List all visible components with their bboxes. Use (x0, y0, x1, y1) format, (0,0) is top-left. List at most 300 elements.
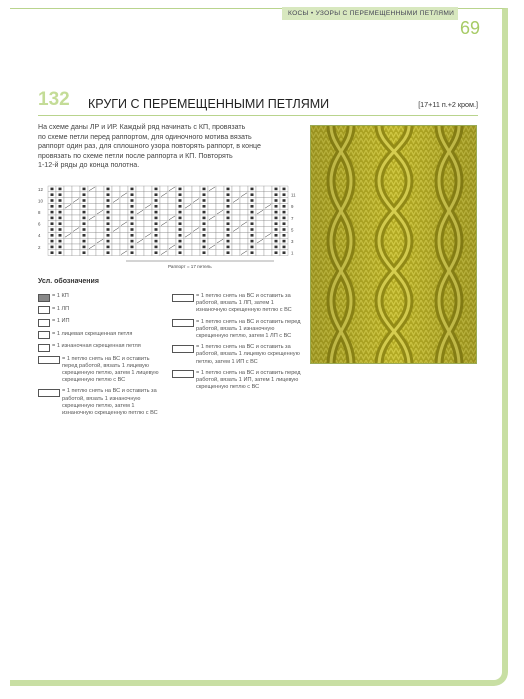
chart-stitch-mark (283, 199, 286, 202)
chart-stitch-mark (227, 205, 230, 208)
chart-stitch-mark (155, 228, 158, 231)
chart-stitch-mark (283, 205, 286, 208)
chart-stitch-mark (59, 240, 62, 243)
chart-cell (240, 232, 248, 238)
chart-cell (184, 244, 192, 250)
legend-item: = 1 петлю снять на ВС и оставить за работой, вязать 1 ЛП, затем 1 изнаночную скрещенную петлю с ВС (172, 293, 302, 315)
chart-cell (232, 203, 240, 209)
chart-stitch-mark (275, 217, 278, 220)
chart-cell (112, 203, 120, 209)
chart-cell (256, 221, 264, 227)
chart-cell (112, 221, 120, 227)
chart-cell (216, 244, 224, 250)
chart-cell (168, 209, 176, 215)
chart-cell (144, 244, 152, 250)
chart-stitch-mark (83, 251, 86, 254)
chart-stitch-mark (83, 228, 86, 231)
chart-stitch-mark (83, 217, 86, 220)
chart-stitch-mark (51, 234, 54, 237)
chart-stitch-mark (59, 217, 62, 220)
chart-cell (264, 186, 272, 192)
chart-cell (184, 198, 192, 204)
chart-cell (64, 192, 72, 198)
chart-stitch-mark (203, 193, 206, 196)
chart-stitch-mark (179, 246, 182, 249)
chart-stitch-mark (179, 240, 182, 243)
chart-cell (168, 198, 176, 204)
chart-cell (216, 250, 224, 256)
chart-cell (264, 244, 272, 250)
chart-cell (184, 227, 192, 233)
chart-cell (160, 186, 168, 192)
chart-cell (168, 221, 176, 227)
chart-cell (144, 186, 152, 192)
chart-row-label: 11 (291, 192, 296, 198)
chart-cell (96, 250, 104, 256)
chart-cell (240, 244, 248, 250)
chart-stitch-mark (283, 211, 286, 214)
chart-cell (208, 227, 216, 233)
page-number: 69 (460, 18, 481, 38)
chart-cell (232, 238, 240, 244)
repeat-label: Раппорт = 17 петель (168, 264, 212, 269)
legend-item: = 1 петлю снять на ВС и оставить за работой, вязать 1 изнаночную скрещенную петлю, затем 1 изнаночную скрещенную петлю с ВС (38, 388, 166, 417)
chart-cell (72, 250, 80, 256)
chart-stitch-mark (283, 222, 286, 225)
chart-stitch-mark (283, 240, 286, 243)
chart-cell (144, 238, 152, 244)
chart-cell (192, 221, 200, 227)
chart-stitch-mark (179, 211, 182, 214)
chart-cell (160, 203, 168, 209)
chart-stitch-mark (179, 251, 182, 254)
chart-stitch-mark (83, 246, 86, 249)
chart-cell (192, 186, 200, 192)
chart-stitch-mark (131, 228, 134, 231)
chart-cell (232, 192, 240, 198)
chart-stitch-mark (59, 234, 62, 237)
chart-cell (144, 192, 152, 198)
chart-stitch-mark (275, 193, 278, 196)
chart-cell (192, 209, 200, 215)
section-header: КОСЫ • УЗОРЫ С ПЕРЕМЕЩЕННЫМИ ПЕТЛЯМИ (282, 7, 458, 20)
chart-stitch-mark (83, 240, 86, 243)
chart-stitch-mark (251, 211, 254, 214)
chart-cell (112, 244, 120, 250)
chart-stitch-mark (83, 234, 86, 237)
chart-stitch-mark (131, 251, 134, 254)
chart-stitch-mark (283, 193, 286, 196)
chart-stitch-mark (59, 211, 62, 214)
chart-cell (216, 186, 224, 192)
chart-row-label: 2 (38, 244, 41, 250)
chart-cell (256, 250, 264, 256)
chart-cell (88, 198, 96, 204)
chart-cell (112, 232, 120, 238)
chart-row-label: 9 (291, 204, 294, 210)
chart-stitch-mark (155, 234, 158, 237)
chart-cell (184, 250, 192, 256)
pattern-title-row (38, 89, 478, 115)
chart-stitch-mark (251, 193, 254, 196)
chart-cell (112, 209, 120, 215)
chart-cell (192, 215, 200, 221)
pattern-title: КРУГИ С ПЕРЕМЕЩЕННЫМИ ПЕТЛЯМИ (88, 97, 330, 111)
chart-cell (120, 244, 128, 250)
chart-cell (160, 215, 168, 221)
chart-stitch-mark (203, 228, 206, 231)
chart-stitch-mark (107, 211, 110, 214)
chart-row-label: 3 (291, 239, 294, 244)
chart-cell (256, 215, 264, 221)
chart-cell (216, 203, 224, 209)
chart-stitch-mark (227, 246, 230, 249)
chart-stitch-mark (83, 205, 86, 208)
chart-stitch-mark (251, 228, 254, 231)
chart-cell (136, 250, 144, 256)
chart-cell (216, 227, 224, 233)
chart-stitch-mark (107, 217, 110, 220)
chart-cell (88, 221, 96, 227)
chart-grid (38, 184, 300, 272)
chart-cell (240, 227, 248, 233)
chart-stitch-mark (131, 234, 134, 237)
swatch-photo (310, 125, 477, 364)
chart-cell (192, 232, 200, 238)
title-divider (38, 115, 478, 116)
chart-cell (144, 215, 152, 221)
chart-stitch-mark (51, 205, 54, 208)
chart-cell (232, 215, 240, 221)
chart-stitch-mark (179, 217, 182, 220)
chart-stitch-mark (227, 211, 230, 214)
chart-stitch-mark (131, 211, 134, 214)
chart-stitch-mark (155, 246, 158, 249)
cable-front-symbol-icon (38, 356, 60, 364)
chart-stitch-mark (155, 211, 158, 214)
legend-item: = 1 петлю снять на ВС и оставить перед работой, вязать 1 изнаночную скрещенную петлю, затем 1 ЛП с ВС (172, 319, 302, 341)
chart-stitch-mark (51, 211, 54, 214)
chart-stitch-mark (155, 199, 158, 202)
chart-cell (144, 209, 152, 215)
chart-stitch-mark (227, 217, 230, 220)
chart-cell (208, 198, 216, 204)
cross-front-purl-twisted-symbol-icon (172, 370, 194, 378)
chart-cell (232, 232, 240, 238)
chart-cell (256, 203, 264, 209)
chart-cell (120, 186, 128, 192)
chart-stitch-mark (107, 199, 110, 202)
intro-line: провязать по схеме петли после раппорта и КП. Повторять (38, 151, 233, 160)
chart-stitch-mark (227, 228, 230, 231)
chart-stitch-mark (179, 228, 182, 231)
chart-stitch-mark (203, 240, 206, 243)
legend-item: = 1 КП (38, 293, 166, 302)
chart-stitch-mark (51, 228, 54, 231)
chart-cell (120, 215, 128, 221)
chart-cell (184, 215, 192, 221)
chart-stitch-mark (227, 222, 230, 225)
chart-cell (96, 203, 104, 209)
legend-item: = 1 ЛП (38, 306, 166, 315)
chart-cell (216, 232, 224, 238)
chart-cell (88, 192, 96, 198)
chart-cell (240, 186, 248, 192)
chart-cell (216, 215, 224, 221)
chart-cell (112, 186, 120, 192)
chart-cell (144, 250, 152, 256)
chart-cell (216, 221, 224, 227)
chart-stitch-mark (275, 228, 278, 231)
chart-cell (192, 238, 200, 244)
chart-cell (208, 221, 216, 227)
chart-stitch-mark (251, 205, 254, 208)
chart-cell (64, 227, 72, 233)
chart-cell (136, 198, 144, 204)
chart-cell (184, 186, 192, 192)
chart-cell (168, 203, 176, 209)
chart-stitch-mark (59, 188, 62, 191)
chart-stitch-mark (179, 222, 182, 225)
chart-cell (136, 232, 144, 238)
chart-cell (256, 192, 264, 198)
legend-left-column (38, 293, 166, 421)
chart-cell (240, 203, 248, 209)
chart-cell (96, 215, 104, 221)
chart-cell (136, 227, 144, 233)
chart-stitch-mark (275, 246, 278, 249)
chart-cell (168, 250, 176, 256)
chart-stitch-mark (131, 217, 134, 220)
chart-cell (136, 186, 144, 192)
intro-line: по схеме петли перед раппортом, для одиночного мотива вязать (38, 132, 252, 141)
chart-cell (192, 250, 200, 256)
chart-stitch-mark (107, 188, 110, 191)
chart-cell (160, 209, 168, 215)
chart-stitch-mark (107, 234, 110, 237)
intro-text (38, 123, 300, 171)
chart-stitch-mark (179, 205, 182, 208)
chart-cell (232, 221, 240, 227)
chart-cell (72, 192, 80, 198)
chart-cell (168, 232, 176, 238)
chart-stitch-mark (51, 217, 54, 220)
chart-cell (232, 244, 240, 250)
chart-stitch-mark (155, 240, 158, 243)
chart-cell (168, 227, 176, 233)
chart-stitch-mark (107, 205, 110, 208)
chart-cell (136, 244, 144, 250)
legend-item: = 1 лицевая скрещенная петля (38, 331, 166, 340)
chart-stitch-mark (275, 240, 278, 243)
chart-stitch-mark (179, 193, 182, 196)
chart-cell (240, 215, 248, 221)
legend-item: = 1 петлю снять на ВС и оставить перед работой, вязать 1 ИП, затем 1 лицевую скрещенную петлю с ВС (172, 370, 302, 392)
chart-cell (208, 232, 216, 238)
chart-stitch-mark (203, 217, 206, 220)
intro-line: На схеме даны ЛР и ИР. Каждый ряд начинать с КП, провязать (38, 123, 246, 131)
chart-cell (88, 232, 96, 238)
chart-cell (88, 227, 96, 233)
chart-stitch-mark (179, 234, 182, 237)
intro-line: 1-12-й ряды до конца полотна. (38, 161, 140, 170)
chart-cell (64, 250, 72, 256)
chart-cell (240, 238, 248, 244)
chart-row-label: 7 (291, 215, 294, 221)
chart-stitch-mark (155, 188, 158, 191)
chart-stitch-mark (227, 240, 230, 243)
chart-cell (256, 244, 264, 250)
chart-stitch-mark (203, 251, 206, 254)
chart-cell (256, 227, 264, 233)
cable-back-symbol-icon (38, 389, 60, 397)
chart-stitch-mark (203, 188, 206, 191)
chart-cell (192, 203, 200, 209)
twisted-purl-symbol-icon (38, 344, 50, 352)
chart-cell (208, 192, 216, 198)
repeat-info: [17+11 п.+2 кром.] (418, 100, 478, 109)
chart-cell (264, 238, 272, 244)
chart-stitch-mark (83, 211, 86, 214)
intro-line: раппорт один раз, для сплошного узора повторять раппорт, в конце (38, 142, 261, 151)
chart-stitch-mark (107, 246, 110, 249)
chart-cell (120, 232, 128, 238)
chart-stitch-mark (275, 251, 278, 254)
chart-cell (160, 244, 168, 250)
chart-stitch-mark (251, 251, 254, 254)
chart-cell (232, 209, 240, 215)
chart-cell (264, 198, 272, 204)
chart-cell (64, 186, 72, 192)
chart-stitch-mark (131, 193, 134, 196)
knitting-chart (38, 184, 300, 272)
chart-cell (112, 192, 120, 198)
chart-cell (208, 203, 216, 209)
chart-stitch-mark (131, 205, 134, 208)
knitted-swatch-image (311, 126, 477, 364)
chart-cell (184, 192, 192, 198)
chart-stitch-mark (275, 211, 278, 214)
chart-stitch-mark (107, 251, 110, 254)
chart-stitch-mark (107, 228, 110, 231)
chart-cell (88, 250, 96, 256)
knit-stitch-symbol-icon (38, 306, 50, 314)
chart-stitch-mark (131, 199, 134, 202)
twisted-knit-symbol-icon (38, 331, 50, 339)
chart-cell (136, 203, 144, 209)
chart-stitch-mark (107, 240, 110, 243)
chart-cell (112, 250, 120, 256)
chart-cell (96, 221, 104, 227)
chart-stitch-mark (275, 234, 278, 237)
chart-stitch-mark (283, 228, 286, 231)
chart-cell (168, 238, 176, 244)
chart-cell (120, 209, 128, 215)
chart-stitch-mark (251, 234, 254, 237)
chart-stitch-mark (203, 211, 206, 214)
chart-cell (256, 198, 264, 204)
chart-cell (264, 227, 272, 233)
chart-stitch-mark (179, 188, 182, 191)
chart-cell (72, 203, 80, 209)
chart-cell (64, 209, 72, 215)
chart-stitch-mark (59, 193, 62, 196)
legend-title: Усл. обозначения (38, 278, 99, 285)
chart-stitch-mark (51, 199, 54, 202)
chart-cell (120, 203, 128, 209)
chart-stitch-mark (227, 234, 230, 237)
chart-stitch-mark (275, 199, 278, 202)
chart-cell (120, 227, 128, 233)
chart-cell (88, 238, 96, 244)
chart-stitch-mark (227, 193, 230, 196)
chart-cell (184, 209, 192, 215)
chart-cell (184, 238, 192, 244)
chart-cell (72, 238, 80, 244)
chart-cell (264, 250, 272, 256)
chart-stitch-mark (83, 188, 86, 191)
chart-cell (112, 238, 120, 244)
chart-stitch-mark (203, 234, 206, 237)
chart-cell (232, 186, 240, 192)
chart-cell (208, 250, 216, 256)
chart-cell (264, 209, 272, 215)
chart-cell (144, 227, 152, 233)
chart-stitch-mark (131, 188, 134, 191)
chart-cell (136, 192, 144, 198)
chart-stitch-mark (59, 205, 62, 208)
chart-cell (184, 221, 192, 227)
legend-item: = 1 петлю снять на ВС и оставить за работой, вязать 1 лицевую скрещенную петлю, затем 1 ИП с ВС (172, 344, 302, 366)
chart-stitch-mark (51, 240, 54, 243)
legend-right-column (172, 293, 302, 395)
chart-stitch-mark (59, 222, 62, 225)
chart-cell (208, 209, 216, 215)
chart-cell (88, 203, 96, 209)
chart-cell (144, 198, 152, 204)
chart-cell (96, 186, 104, 192)
legend-item: = 1 петлю снять на ВС и оставить перед работой, вязать 1 лицевую скрещенную петлю, затем 1 лицевую скрещенную петлю с ВС (38, 356, 166, 385)
chart-cell (208, 238, 216, 244)
chart-stitch-mark (83, 222, 86, 225)
chart-stitch-mark (131, 246, 134, 249)
chart-cell (240, 209, 248, 215)
cross-back-knit-symbol-icon (172, 294, 194, 302)
chart-stitch-mark (227, 251, 230, 254)
chart-cell (64, 215, 72, 221)
chart-cell (192, 244, 200, 250)
chart-row-label: 6 (38, 221, 41, 227)
chart-stitch-mark (51, 193, 54, 196)
cross-front-purl-symbol-icon (172, 319, 194, 327)
chart-cell (136, 221, 144, 227)
chart-cell (64, 221, 72, 227)
pattern-number: 132 (38, 89, 70, 110)
chart-row-label: 10 (38, 198, 43, 204)
chart-cell (168, 192, 176, 198)
chart-cell (72, 209, 80, 215)
chart-stitch-mark (251, 246, 254, 249)
chart-cell (88, 209, 96, 215)
chart-stitch-mark (251, 217, 254, 220)
chart-stitch-mark (283, 251, 286, 254)
legend-item: = 1 изнаночная скрещенная петля (38, 343, 166, 352)
chart-stitch-mark (59, 199, 62, 202)
chart-stitch-mark (107, 222, 110, 225)
chart-cell (160, 232, 168, 238)
chart-cell (256, 232, 264, 238)
chart-stitch-mark (131, 240, 134, 243)
